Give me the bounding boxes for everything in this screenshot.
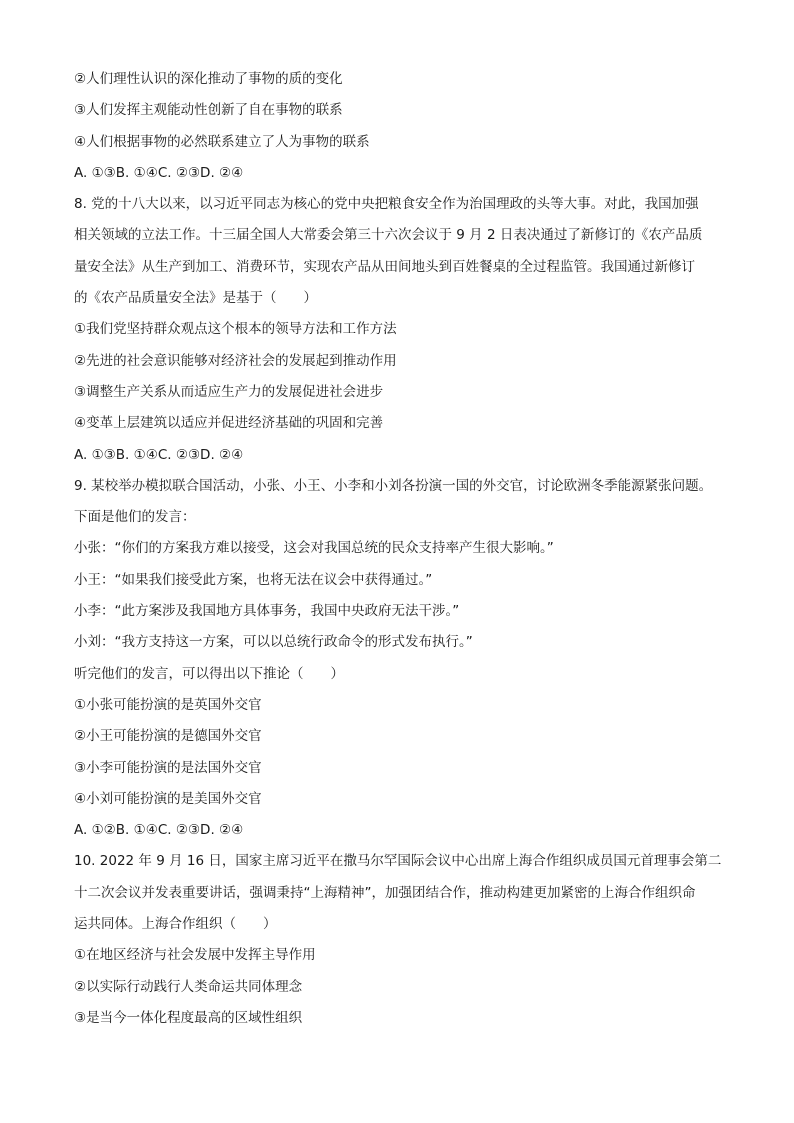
question-stem-line: 运共同体。上海合作组织（ ） bbox=[74, 916, 277, 933]
statement-1: ①小张可能扮演的是英国外交官 bbox=[74, 696, 262, 713]
question-stem-line: 十二次会议并发表重要讲话，强调秉持“上海精神”，加强团结合作，推动构建更加紧密的上海合作组织命 bbox=[74, 884, 696, 901]
question-10 bbox=[74, 846, 734, 1034]
answer-options: A. ①③B. ①④C. ②③D. ②④ bbox=[74, 446, 244, 463]
question-stem-line: 8. 党的十八大以来，以习近平同志为核心的党中央把粮食安全作为治国理政的头等大事。对此，我国加强 bbox=[74, 196, 699, 213]
statement-3: ③小李可能扮演的是法国外交官 bbox=[74, 759, 262, 776]
speech-xiaowang: 小王：“如果我们接受此方案，也将无法在议会中获得通过。” bbox=[74, 571, 433, 588]
statement-1: ①在地区经济与社会发展中发挥主导作用 bbox=[74, 947, 316, 964]
answer-options: A. ①②B. ①④C. ②③D. ②④ bbox=[74, 822, 244, 839]
question-prompt: 听完他们的发言，可以得出以下推论（ ） bbox=[74, 665, 344, 682]
question-stem-line: 9. 某校举办模拟联合国活动，小张、小王、小李和小刘各扮演一国的外交官，讨论欧洲冬季能源紧张问题。 bbox=[74, 477, 713, 494]
statement-3: ③人们发挥主观能动性创新了自在事物的联系 bbox=[74, 102, 343, 119]
question-stem-line: 下面是他们的发言： bbox=[74, 509, 196, 526]
question-9 bbox=[74, 471, 734, 847]
statement-3: ③调整生产关系从而适应生产力的发展促进社会进步 bbox=[74, 383, 384, 400]
statement-1: ①我们党坚持群众观点这个根本的领导方法和工作方法 bbox=[74, 321, 397, 338]
question-stem-line: 10. 2022 年 9 月 16 日，国家主席习近平在撒马尔罕国际会议中心出席上海合作组织成员国元首理事会第二 bbox=[74, 853, 722, 870]
statement-2: ②先进的社会意识能够对经济社会的发展起到推动作用 bbox=[74, 352, 397, 369]
speech-xiaoliu: 小刘：“我方支持这一方案，可以以总统行政命令的形式发布执行。” bbox=[74, 634, 473, 651]
statement-4: ④小刘可能扮演的是美国外交官 bbox=[74, 790, 262, 807]
speech-xiaoli: 小李：“此方案涉及我国地方具体事务，我国中央政府无法干涉。” bbox=[74, 603, 460, 620]
question-8 bbox=[74, 189, 734, 471]
statement-3: ③是当今一体化程度最高的区域性组织 bbox=[74, 1009, 303, 1026]
speech-xiaozhang: 小张：“你们的方案我方难以接受，这会对我国总统的民众支持率产生很大影响。” bbox=[74, 540, 554, 557]
statement-2: ②小王可能扮演的是德国外交官 bbox=[74, 728, 262, 745]
question-stem-line: 相关领域的立法工作。十三届全国人大常委会第三十六次会议于 9 月 2 日表决通过了新修订的《农产品质 bbox=[74, 227, 703, 244]
question-stem-line: 量安全法》从生产到加工、消费环节，实现农产品从田间地头到百姓餐桌的全过程监管。我国通过新修订 bbox=[74, 258, 695, 275]
page-content bbox=[74, 64, 734, 1034]
question-stem-line: 的《农产品质量安全法》是基于（ ） bbox=[74, 290, 317, 307]
answer-options: A. ①③B. ①④C. ②③D. ②④ bbox=[74, 164, 244, 181]
question-7-continuation bbox=[74, 64, 734, 189]
statement-4: ④变革上层建筑以适应并促进经济基础的巩固和完善 bbox=[74, 415, 384, 432]
statement-2: ②人们理性认识的深化推动了事物的质的变化 bbox=[74, 71, 343, 87]
statement-4: ④人们根据事物的必然联系建立了人为事物的联系 bbox=[74, 133, 370, 150]
statement-2: ②以实际行动践行人类命运共同体理念 bbox=[74, 978, 303, 995]
